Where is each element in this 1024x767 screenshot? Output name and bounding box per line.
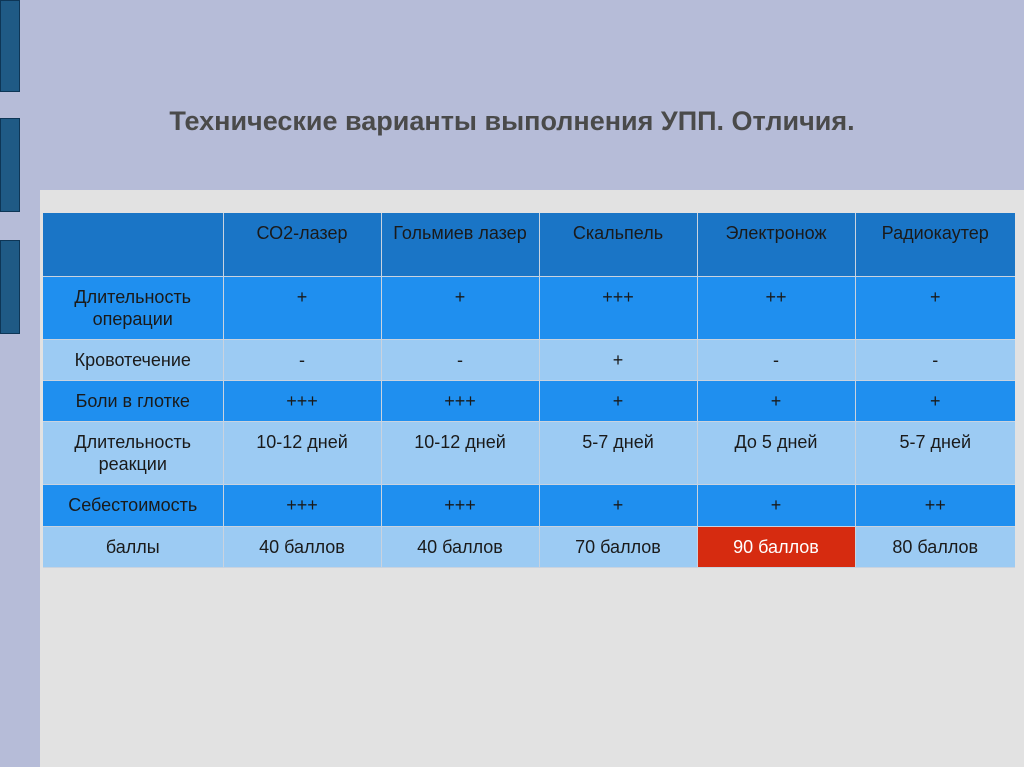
table-cell: + bbox=[697, 484, 855, 526]
header-cell-holmium-laser: Гольмиев лазер bbox=[381, 213, 539, 276]
slide-title: Технические варианты выполнения УПП. Отличия. bbox=[169, 106, 855, 136]
side-tab-3 bbox=[0, 240, 20, 334]
row-label: Длительность операции bbox=[43, 276, 223, 339]
table-cell: - bbox=[932, 349, 939, 370]
table-row bbox=[43, 276, 1015, 339]
table-cell: 10-12 дней bbox=[381, 421, 539, 484]
table-cell: - bbox=[223, 339, 381, 380]
table-cell: +++ bbox=[381, 484, 539, 526]
table-row bbox=[43, 339, 1015, 380]
row-label: баллы bbox=[43, 526, 223, 567]
table-row-scores bbox=[43, 526, 1015, 567]
table-row bbox=[43, 421, 1015, 484]
header-cell-radiocauter: Радиокаутер bbox=[881, 223, 989, 243]
table-cell: ++ bbox=[924, 494, 946, 515]
row-label: Боли в глотке bbox=[43, 380, 223, 421]
side-tab-1 bbox=[0, 0, 20, 92]
table-cell: ++ bbox=[697, 276, 855, 339]
table-cell: - bbox=[697, 339, 855, 380]
table-cell: + bbox=[929, 286, 941, 307]
table-cell: + bbox=[223, 276, 381, 339]
table-row bbox=[43, 380, 1015, 421]
table-cell: - bbox=[381, 339, 539, 380]
table-cell: + bbox=[929, 390, 941, 411]
table-cell: 40 баллов bbox=[223, 526, 381, 567]
table-cell: 5-7 дней bbox=[899, 431, 972, 452]
table-cell: + bbox=[539, 484, 697, 526]
table-cell: +++ bbox=[539, 276, 697, 339]
table-cell-highlight: 90 баллов bbox=[697, 526, 855, 567]
table-cell: + bbox=[697, 380, 855, 421]
table-cell: 40 баллов bbox=[381, 526, 539, 567]
table-header-row bbox=[43, 213, 1015, 276]
table-cell: До 5 дней bbox=[697, 421, 855, 484]
table-row bbox=[43, 484, 1015, 526]
table-cell: +++ bbox=[223, 484, 381, 526]
table-cell: 80 баллов bbox=[892, 536, 979, 557]
table-cell: +++ bbox=[381, 380, 539, 421]
table-cell: 10-12 дней bbox=[223, 421, 381, 484]
row-label: Себестоимость bbox=[43, 484, 223, 526]
table-cell: 70 баллов bbox=[539, 526, 697, 567]
table-cell: + bbox=[539, 339, 697, 380]
table-cell: 5-7 дней bbox=[539, 421, 697, 484]
table-cell: + bbox=[381, 276, 539, 339]
header-cell-scalpel: Скальпель bbox=[539, 213, 697, 276]
row-label: Длительность реакции bbox=[43, 421, 223, 484]
comparison-table bbox=[43, 213, 1015, 568]
table-cell: + bbox=[539, 380, 697, 421]
table-cell: +++ bbox=[223, 380, 381, 421]
header-cell-electroknife: Электронож bbox=[697, 213, 855, 276]
header-cell-empty bbox=[43, 213, 223, 276]
row-label: Кровотечение bbox=[43, 339, 223, 380]
header-cell-co2-laser: СО2-лазер bbox=[223, 213, 381, 276]
